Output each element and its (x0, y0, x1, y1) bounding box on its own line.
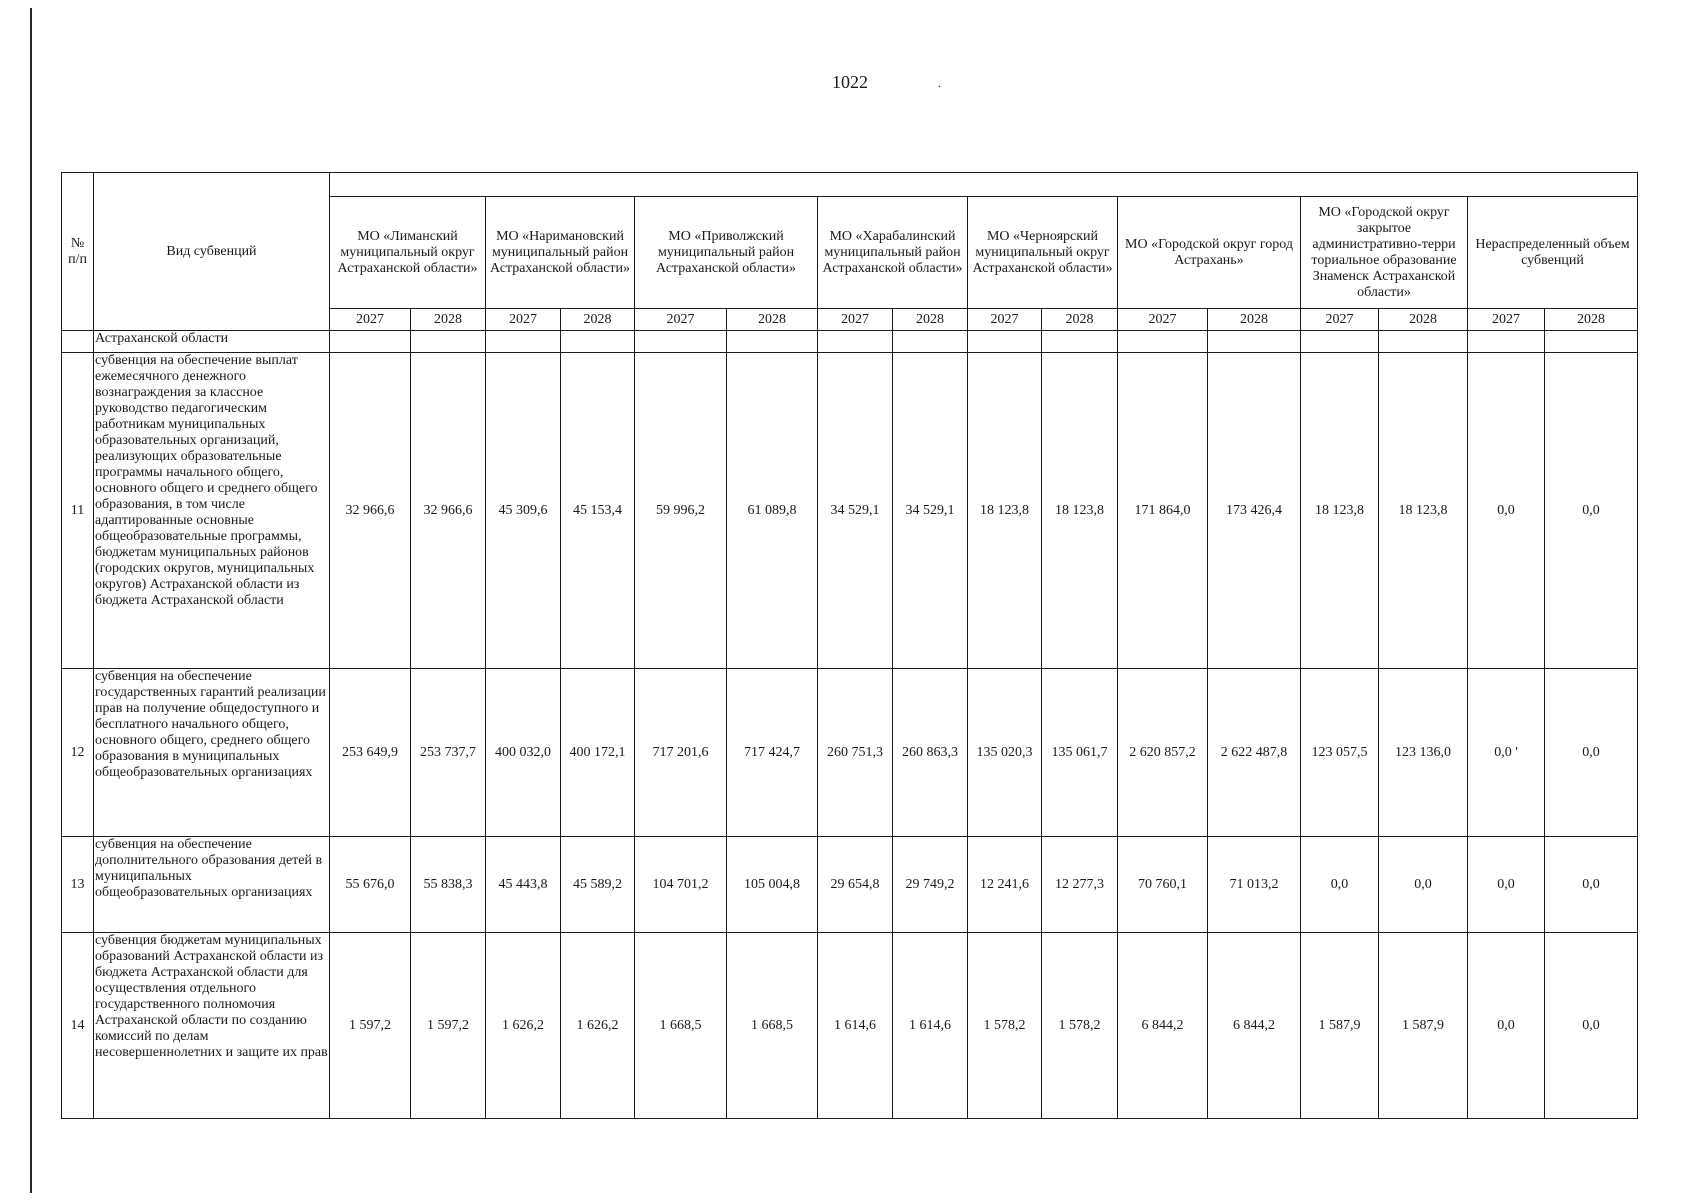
year-cell: 2028 (1208, 309, 1301, 331)
value-cell: 717 424,7 (727, 669, 818, 837)
value-cell: 104 701,2 (635, 837, 727, 933)
value-cell: 1 668,5 (635, 933, 727, 1119)
value-cell: 0,0 (1468, 837, 1545, 933)
value-cell: 12 277,3 (1042, 837, 1118, 933)
value-cell: 0,0 (1468, 933, 1545, 1119)
carry-no-cell (62, 331, 94, 353)
value-cell: 400 032,0 (486, 669, 561, 837)
row-number-cell: 14 (62, 933, 94, 1119)
value-cell: 171 864,0 (1118, 353, 1208, 669)
year-cell: 2028 (1042, 309, 1118, 331)
value-cell: 29 749,2 (893, 837, 968, 933)
table-row (62, 933, 1638, 1119)
value-cell: 12 241,6 (968, 837, 1042, 933)
header-group-cell: МО «Лиманский муниципальный округ Астраханской области» (330, 197, 486, 309)
value-cell: 1 578,2 (1042, 933, 1118, 1119)
value-cell: 1 587,9 (1379, 933, 1468, 1119)
year-cell: 2027 (330, 309, 411, 331)
value-cell: 173 426,4 (1208, 353, 1301, 669)
header-group-cell: МО «Наримановский муниципальный район Астраханской области» (486, 197, 635, 309)
value-cell: 0,0 ' (1468, 669, 1545, 837)
value-cell: 2 622 487,8 (1208, 669, 1301, 837)
value-cell: 45 443,8 (486, 837, 561, 933)
value-cell: 70 760,1 (1118, 837, 1208, 933)
stray-mark: . (938, 76, 941, 90)
header-no-cell: № п/п (62, 173, 94, 331)
subvention-description-cell: субвенция на обеспечение выплат ежемесячного денежного вознаграждения за классное руководство педагогическим работникам муниципальных образовательных организаций, реализующих образовательные программы начального общего, основного общего и среднего общего образования, в том числе адаптированные основные общеобразовательные программы, бюджетам муниципальных районов (городских округов, муниципальных округов) Астраханской области из бюджета Астраханской области (94, 353, 330, 669)
value-cell: 717 201,6 (635, 669, 727, 837)
value-cell: 1 597,2 (411, 933, 486, 1119)
value-cell: 45 153,4 (561, 353, 635, 669)
value-cell: 0,0 (1379, 837, 1468, 933)
value-cell: 0,0 (1301, 837, 1379, 933)
value-cell: 0,0 (1545, 933, 1638, 1119)
subvention-description-cell: субвенция бюджетам муниципальных образований Астраханской области из бюджета Астраханской области для осуществления отдельного государственного полномочия Астраханской области по созданию комиссий по делам несовершеннолетних и защите их прав (94, 933, 330, 1119)
value-cell: 32 966,6 (330, 353, 411, 669)
value-cell: 1 597,2 (330, 933, 411, 1119)
value-cell: 123 136,0 (1379, 669, 1468, 837)
value-cell: 260 751,3 (818, 669, 893, 837)
value-cell: 18 123,8 (1301, 353, 1379, 669)
header-group-cell: МО «Городской округ город Астрахань» (1118, 197, 1301, 309)
value-cell: 32 966,6 (411, 353, 486, 669)
header-group-cell: Нераспределенный объем субвенций (1468, 197, 1638, 309)
value-cell: 45 589,2 (561, 837, 635, 933)
value-cell: 55 676,0 (330, 837, 411, 933)
value-cell: 253 737,7 (411, 669, 486, 837)
value-cell: 253 649,9 (330, 669, 411, 837)
subvention-description-cell: субвенция на обеспечение государственных гарантий реализации прав на получение общедоступного и бесплатного начального общего, основного общего, среднего общего образования в муниципальных общеобразовательных организациях (94, 669, 330, 837)
value-cell: 105 004,8 (727, 837, 818, 933)
year-cell: 2028 (1545, 309, 1638, 331)
value-cell: 135 020,3 (968, 669, 1042, 837)
table-row (62, 353, 1638, 669)
value-cell: 34 529,1 (893, 353, 968, 669)
table-row (62, 837, 1638, 933)
binding-line (30, 8, 32, 1193)
value-cell: 1 587,9 (1301, 933, 1379, 1119)
value-cell: 2 620 857,2 (1118, 669, 1208, 837)
year-cell: 2028 (727, 309, 818, 331)
value-cell: 6 844,2 (1118, 933, 1208, 1119)
year-cell: 2028 (893, 309, 968, 331)
value-cell: 1 626,2 (561, 933, 635, 1119)
value-cell: 123 057,5 (1301, 669, 1379, 837)
year-cell: 2028 (561, 309, 635, 331)
value-cell: 0,0 (1545, 837, 1638, 933)
subvention-table (61, 172, 1638, 1119)
value-cell: 18 123,8 (1379, 353, 1468, 669)
year-cell: 2027 (1468, 309, 1545, 331)
subvention-description-cell: субвенция на обеспечение дополнительного образования детей в муниципальных общеобразовательных организациях (94, 837, 330, 933)
header-spacer-cell (330, 173, 1638, 197)
year-cell: 2027 (635, 309, 727, 331)
header-top-row (62, 173, 1638, 197)
page-number: 1022 (832, 72, 868, 92)
value-cell: 400 172,1 (561, 669, 635, 837)
value-cell: 55 838,3 (411, 837, 486, 933)
header-group-cell: МО «Черноярский муниципальный округ Астраханской области» (968, 197, 1118, 309)
value-cell: 6 844,2 (1208, 933, 1301, 1119)
value-cell: 59 996,2 (635, 353, 727, 669)
carry-text-cell: Астраханской области (94, 331, 330, 353)
value-cell: 18 123,8 (1042, 353, 1118, 669)
value-cell: 61 089,8 (727, 353, 818, 669)
value-cell: 1 626,2 (486, 933, 561, 1119)
value-cell: 34 529,1 (818, 353, 893, 669)
value-cell: 1 578,2 (968, 933, 1042, 1119)
header-group-cell: МО «Городской округ закрытое административно-терри ториальное образование Знаменск Астраханской области» (1301, 197, 1468, 309)
value-cell: 71 013,2 (1208, 837, 1301, 933)
year-cell: 2027 (1301, 309, 1379, 331)
value-cell: 0,0 (1468, 353, 1545, 669)
value-cell: 260 863,3 (893, 669, 968, 837)
value-cell: 29 654,8 (818, 837, 893, 933)
row-number-cell: 13 (62, 837, 94, 933)
header-type-cell: Вид субвенций (94, 173, 330, 331)
year-cell: 2027 (486, 309, 561, 331)
year-cell: 2027 (818, 309, 893, 331)
value-cell: 135 061,7 (1042, 669, 1118, 837)
carry-over-row (62, 331, 1638, 353)
value-cell: 1 614,6 (818, 933, 893, 1119)
row-number-cell: 12 (62, 669, 94, 837)
value-cell: 1 614,6 (893, 933, 968, 1119)
value-cell: 45 309,6 (486, 353, 561, 669)
header-group-cell: МО «Харабалинский муниципальный район Астраханской области» (818, 197, 968, 309)
year-cell: 2028 (411, 309, 486, 331)
value-cell: 0,0 (1545, 353, 1638, 669)
year-cell: 2027 (1118, 309, 1208, 331)
subvention-table-wrapper (61, 172, 1638, 1119)
row-number-cell: 11 (62, 353, 94, 669)
header-group-cell: МО «Приволжский муниципальный район Астраханской области» (635, 197, 818, 309)
year-cell: 2028 (1379, 309, 1468, 331)
value-cell: 0,0 (1545, 669, 1638, 837)
table-row (62, 669, 1638, 837)
value-cell: 18 123,8 (968, 353, 1042, 669)
year-cell: 2027 (968, 309, 1042, 331)
value-cell: 1 668,5 (727, 933, 818, 1119)
